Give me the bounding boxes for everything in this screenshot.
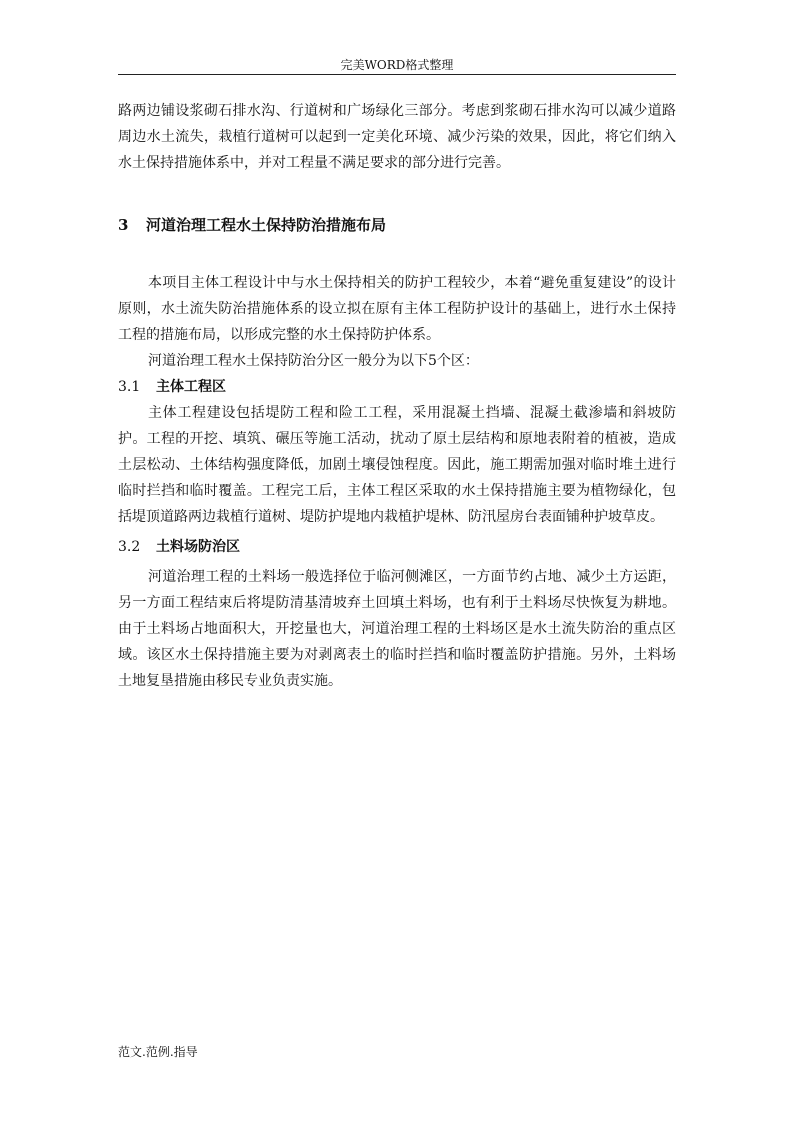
subsection-number: 3.1 [118,379,141,395]
section-heading-3 [118,212,676,238]
subsection-number: 3.2 [118,539,141,555]
header-rule [118,74,676,75]
section-number: 3 [118,216,129,234]
section-3-paragraph-1: 本项目主体工程设计中与水土保持相关的防护工程较少，本着“避免重复建设”的设计原则，水土流失防治措施体系的设立拟在原有主体工程防护设计的基础上，进行水土保持工程的措施布局，以形成完整的水土保持防护体系。 [118,275,676,343]
page-header: 完美WORD格式整理 [340,58,454,72]
subsection-heading-3-1 [118,374,676,400]
intro-paragraph: 路两边铺设浆砌石排水沟、行道树和广场绿化三部分。考虑到浆砌石排水沟可以减少道路周边水土流失，栽植行道树可以起到一定美化环境、减少污染的效果，因此，将它们纳入水土保持措施体系中，并对工程量不满足要求的部分进行完善。 [118,103,676,171]
subsection-3-1-paragraph: 主体工程建设包括堤防工程和险工工程，采用混凝土挡墙、混凝土截渗墙和斜坡防护。工程的开挖、填筑、碾压等施工活动，扰动了原土层结构和原地表附着的植被，造成土层松动、土体结构强度降低，加剧土壤侵蚀程度。因此，施工期需加强对临时堆土进行临时拦挡和临时覆盖。工程完工后，主体工程区采取的水土保持措施主要为植物绿化，包括堤顶道路两边栽植行道树、堤防护堤地内栽植护堤林、防汛屋房台表面铺种护坡草皮。 [118,405,676,525]
subsection-title: 土料场防治区 [156,539,240,555]
section-title: 河道治理工程水土保持防治措施布局 [146,216,387,234]
page-footer: 范文.范例.指导 [118,1045,198,1059]
section-3-paragraph-2: 河道治理工程水土保持防治分区一般分为以下5个区： [148,353,479,369]
subsection-heading-3-2 [118,534,676,560]
subsection-3-2-paragraph: 河道治理工程的土料场一般选择位于临河侧滩区，一方面节约占地、减少土方运距，另一方面工程结束后将堤防清基清坡弃土回填土料场，也有利于土料场尽快恢复为耕地。由于土料场占地面积大，开挖量也大，河道治理工程的土料场区是水土流失防治的重点区域。该区水土保持措施主要为对剥离表土的临时拦挡和临时覆盖防护措施。另外，土料场土地复垦措施由移民专业负责实施。 [118,569,676,689]
subsection-title: 主体工程区 [156,379,226,395]
document-body [118,98,676,694]
